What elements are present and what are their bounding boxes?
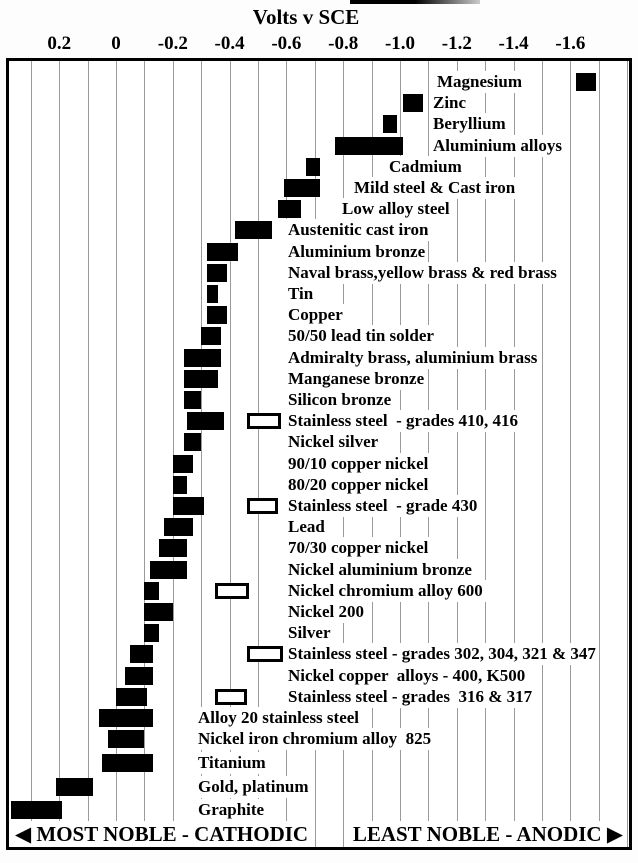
bar — [306, 158, 320, 176]
bar — [130, 645, 153, 663]
bar — [207, 243, 238, 261]
x-axis-tick-label: -0.8 — [328, 33, 359, 54]
bar — [184, 433, 201, 451]
bar — [576, 73, 596, 91]
gridline — [59, 61, 60, 847]
x-axis-tick-label: -0.4 — [214, 33, 245, 54]
bar — [144, 582, 158, 600]
bar — [184, 391, 201, 409]
bar — [207, 306, 227, 324]
bar — [99, 709, 153, 727]
row-label: Austenitic cast iron — [285, 219, 431, 241]
bar — [173, 497, 204, 515]
x-axis-tick-label: 0.2 — [47, 33, 72, 54]
chart-title: Volts v SCE — [252, 5, 360, 29]
row-label: Nickel chromium alloy 600 — [285, 580, 486, 602]
row-label: Tin — [285, 283, 316, 305]
bar — [278, 200, 301, 218]
row-label: Silver — [285, 622, 334, 644]
row-label: Beryllium — [430, 113, 509, 135]
bar — [150, 561, 187, 579]
bar — [184, 349, 221, 367]
row-label: Nickel copper alloys - 400, K500 — [285, 665, 528, 687]
x-axis-tick-label: -1.6 — [555, 33, 586, 54]
row-label: Cadmium — [386, 156, 465, 178]
x-axis-tick-label: -0.6 — [271, 33, 302, 54]
row-label: Magnesium — [434, 71, 525, 93]
row-label: Titanium — [195, 752, 269, 774]
gridline — [570, 61, 571, 847]
bar — [144, 603, 172, 621]
x-axis-tick-label: -1.0 — [384, 33, 416, 54]
row-label: Admiralty brass, aluminium brass — [285, 347, 540, 369]
bar-open-range — [247, 413, 281, 429]
x-axis-tick-label: 0 — [111, 33, 121, 54]
row-label: Alloy 20 stainless steel — [195, 707, 362, 729]
row-label: Mild steel & Cast iron — [351, 177, 518, 199]
x-axis-tick-label: -1.4 — [498, 33, 529, 54]
bar — [201, 327, 221, 345]
gridline — [88, 61, 89, 847]
row-label: Nickel silver — [285, 431, 381, 453]
row-label: Copper — [285, 304, 346, 326]
row-label: Nickel 200 — [285, 601, 367, 623]
gridline — [31, 61, 32, 847]
bar — [284, 179, 321, 197]
bar-open-range — [215, 583, 249, 599]
row-label: Silicon bronze — [285, 389, 394, 411]
row-label: Stainless steel - grades 316 & 317 — [285, 686, 535, 708]
row-label: Aluminium alloys — [430, 135, 565, 157]
top-edge-artifact — [350, 0, 480, 4]
bar — [125, 667, 153, 685]
row-label: 70/30 copper nickel — [285, 537, 431, 559]
row-label: Stainless steel - grades 302, 304, 321 & 347 — [285, 643, 599, 665]
bar — [56, 778, 93, 796]
row-label: Lead — [285, 516, 328, 538]
bar — [102, 754, 153, 772]
bar-open-range — [215, 689, 246, 705]
bar — [11, 801, 62, 819]
bar — [403, 94, 423, 112]
row-label: 80/20 copper nickel — [285, 474, 431, 496]
bar — [116, 688, 147, 706]
bar — [159, 539, 187, 557]
most-noble-cathodic-label: ◀ MOST NOBLE - CATHODIC — [11, 821, 312, 847]
bar — [335, 137, 403, 155]
bar — [235, 221, 272, 239]
row-label: Graphite — [195, 799, 267, 821]
gridline — [144, 61, 145, 847]
row-label: Low alloy steel — [339, 198, 453, 220]
bar-open-range — [247, 498, 278, 514]
bar — [173, 455, 193, 473]
row-label: Nickel iron chromium alloy 825 — [195, 728, 434, 750]
row-label: Stainless steel - grade 430 — [285, 495, 480, 517]
bar — [184, 370, 218, 388]
least-noble-anodic-label: LEAST NOBLE - ANODIC ▶ — [349, 821, 627, 847]
row-label: 90/10 copper nickel — [285, 453, 431, 475]
bar — [207, 285, 218, 303]
gridline — [627, 61, 628, 847]
bar — [108, 730, 145, 748]
bar — [187, 412, 224, 430]
gridline — [116, 61, 117, 847]
gridline — [542, 61, 543, 847]
row-label: Aluminium bronze — [285, 241, 428, 263]
x-axis-tick-label: -1.2 — [441, 33, 472, 54]
x-axis-tick-label: -0.2 — [157, 33, 188, 54]
gridline — [599, 61, 600, 847]
row-label: Naval brass,yellow brass & red brass — [285, 262, 560, 284]
row-label: Nickel aluminium bronze — [285, 559, 475, 581]
row-label: Manganese bronze — [285, 368, 427, 390]
x-axis-tick-labels — [0, 33, 638, 55]
row-label: Gold, platinum — [195, 776, 312, 798]
row-label: 50/50 lead tin solder — [285, 325, 437, 347]
row-label: Stainless steel - grades 410, 416 — [285, 410, 521, 432]
bar-open-range — [247, 646, 284, 662]
chart-plot-area — [6, 58, 632, 850]
bar — [383, 115, 397, 133]
bar — [144, 624, 158, 642]
bar — [164, 518, 192, 536]
row-label: Zinc — [430, 92, 469, 114]
nobility-footer — [9, 821, 629, 847]
bar — [207, 264, 227, 282]
bar — [173, 476, 187, 494]
